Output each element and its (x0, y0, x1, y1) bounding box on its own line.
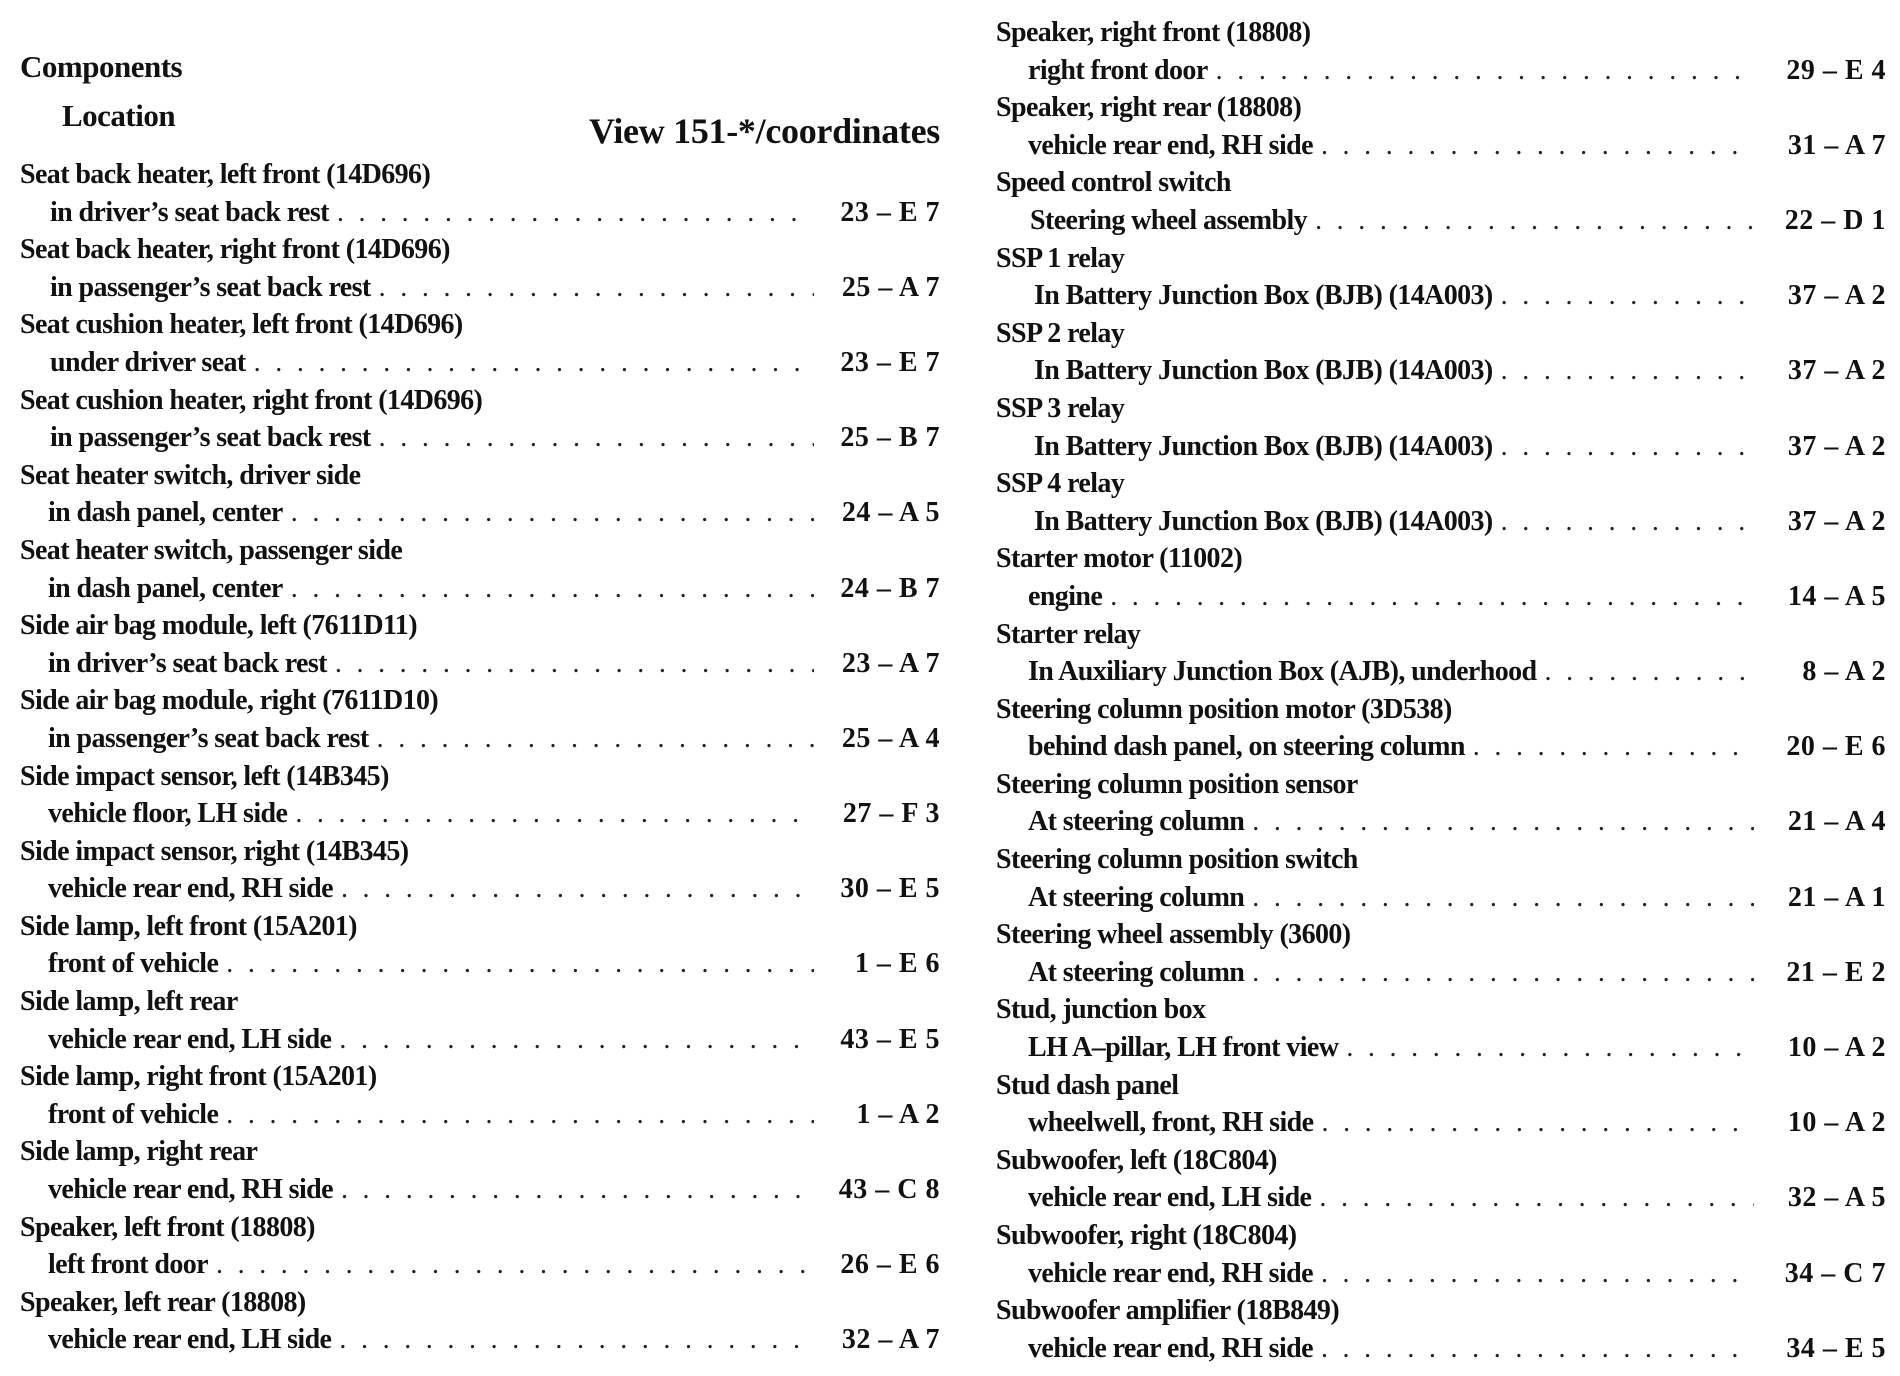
component-entry (996, 1292, 1886, 1367)
component-entry (996, 540, 1886, 615)
component-location-row (996, 728, 1886, 766)
view-coordinate: 24 – B 7 (840, 572, 940, 604)
view-coordinates-heading: View 151-*/coordinates (588, 111, 940, 151)
left-column (20, 44, 940, 1359)
component-name: Steering wheel assembly (3600) (996, 919, 1351, 951)
dot-leader (291, 570, 814, 608)
view-coordinate: 23 – E 7 (840, 196, 940, 228)
dot-leader (254, 344, 814, 382)
component-location-row (20, 1171, 940, 1209)
component-name: Starter motor (11002) (996, 543, 1243, 575)
dot-leader (377, 720, 814, 758)
component-name: Stud, junction box (996, 994, 1206, 1026)
component-location-row (996, 1255, 1886, 1293)
view-coordinate: 43 – C 8 (838, 1174, 940, 1206)
view-coordinate: 23 – E 7 (840, 346, 940, 378)
component-location-row (20, 1096, 940, 1134)
component-location: LH A–pillar, LH front view (1028, 1032, 1339, 1064)
component-location-row (20, 1246, 940, 1284)
dot-leader (216, 1246, 814, 1284)
component-location: At steering column (1028, 881, 1245, 913)
component-name: Seat cushion heater, left front (14D696) (20, 309, 463, 341)
component-entry (996, 616, 1886, 691)
dot-leader (379, 419, 814, 457)
component-name: Subwoofer, right (18C804) (996, 1220, 1297, 1251)
dot-leader (1315, 202, 1754, 240)
component-location-row (996, 1029, 1886, 1067)
component-location-row (20, 870, 940, 908)
component-location: front of vehicle (48, 1098, 219, 1130)
component-location-row (996, 52, 1886, 90)
component-entry (996, 1142, 1886, 1217)
component-entry (20, 1284, 940, 1359)
component-entry (20, 532, 940, 607)
component-location: left front door (48, 1249, 208, 1281)
dot-leader (339, 1021, 814, 1059)
view-coordinate: 37 – A 2 (1787, 430, 1886, 462)
component-location-row (20, 645, 940, 683)
component-name: Speaker, right front (18808) (996, 17, 1311, 48)
component-location-row (996, 879, 1886, 917)
view-coordinate: 34 – E 5 (1786, 1332, 1886, 1364)
component-location: vehicle rear end, RH side (48, 873, 333, 905)
component-name: Seat cushion heater, right front (14D696) (20, 384, 483, 416)
component-name: SSP 3 relay (996, 392, 1125, 424)
view-coordinate: 29 – E 4 (1786, 54, 1886, 86)
section-title: Components (20, 49, 183, 84)
component-location: vehicle rear end, RH side (1028, 1332, 1313, 1364)
component-location: In Battery Junction Box (BJB) (14A003) (1034, 280, 1493, 312)
component-name: Side lamp, left front (15A201) (20, 910, 357, 942)
view-coordinate: 25 – B 7 (840, 422, 940, 454)
component-name: Side air bag module, left (7611D11) (20, 610, 417, 642)
component-name: Steering column position motor (3D538) (996, 693, 1452, 725)
component-location-row (996, 428, 1886, 466)
dot-leader (341, 1171, 814, 1209)
component-name: Stud dash panel (996, 1069, 1179, 1101)
component-entry (20, 306, 940, 381)
dot-leader (1216, 52, 1754, 90)
component-name: Seat back heater, right front (14D696) (20, 234, 450, 266)
component-location: in passenger’s seat back rest (48, 722, 369, 754)
dot-leader (295, 795, 814, 833)
component-name: Steering column position sensor (996, 768, 1358, 800)
view-coordinate: 14 – A 5 (1787, 580, 1886, 612)
component-entry (996, 240, 1886, 315)
component-name: SSP 1 relay (996, 242, 1125, 274)
component-location-row (20, 494, 940, 532)
component-location-row (996, 127, 1886, 165)
component-name: Speaker, left front (18808) (20, 1211, 315, 1243)
component-location: In Battery Junction Box (BJB) (14A003) (1034, 430, 1493, 462)
left-entry-list (20, 156, 940, 1359)
component-location: In Battery Junction Box (BJB) (14A003) (1034, 505, 1493, 537)
component-location: At steering column (1028, 956, 1245, 988)
view-coordinate: 37 – A 2 (1787, 355, 1886, 387)
view-coordinate: 32 – A 5 (1787, 1182, 1886, 1214)
component-location-row (20, 720, 940, 758)
dot-leader (1501, 428, 1754, 466)
component-name: SSP 2 relay (996, 317, 1125, 349)
component-location-row (996, 202, 1886, 240)
view-coordinate: 1 – E 6 (854, 948, 940, 980)
component-entry (996, 691, 1886, 766)
dot-leader (1501, 503, 1754, 541)
view-coordinate: 26 – E 6 (840, 1249, 940, 1281)
location-heading: Location (62, 98, 176, 133)
component-name: Seat heater switch, passenger side (20, 534, 403, 566)
component-entry (20, 1133, 940, 1208)
right-column (996, 14, 1886, 1367)
component-name: Seat back heater, left front (14D696) (20, 159, 431, 190)
component-location-row (20, 1321, 940, 1359)
right-entry-list (996, 14, 1886, 1367)
dot-leader (1346, 1029, 1754, 1067)
component-location: behind dash panel, on steering column (1028, 731, 1465, 763)
component-location-row (20, 194, 940, 232)
component-entry (20, 231, 940, 306)
component-location: In Auxiliary Junction Box (AJB), underhood (1028, 656, 1537, 688)
view-coordinate: 27 – F 3 (842, 798, 940, 830)
dot-leader (1501, 277, 1754, 315)
view-coordinate: 31 – A 7 (1787, 129, 1886, 161)
dot-leader (335, 645, 814, 683)
component-entry (20, 1209, 940, 1284)
component-entry (20, 382, 940, 457)
dot-leader (1321, 127, 1754, 165)
component-entry (20, 1058, 940, 1133)
component-entry (996, 14, 1886, 89)
view-coordinate: 1 – A 2 (856, 1098, 940, 1130)
component-entry (996, 766, 1886, 841)
component-location-row (996, 352, 1886, 390)
component-entry (996, 164, 1886, 239)
component-name: Starter relay (996, 618, 1141, 650)
dot-leader (226, 1096, 814, 1134)
component-name: Side impact sensor, left (14B345) (20, 760, 389, 792)
component-entry (996, 991, 1886, 1066)
component-location: vehicle rear end, RH side (1028, 1257, 1313, 1289)
component-name: Side lamp, right rear (20, 1136, 258, 1168)
dot-leader (337, 194, 814, 232)
view-coordinate: 37 – A 2 (1787, 505, 1886, 537)
dot-leader (1319, 1179, 1754, 1217)
component-entry (996, 315, 1886, 390)
component-location: Steering wheel assembly (1030, 204, 1308, 236)
dot-leader (1252, 954, 1754, 992)
component-name: Side lamp, left rear (20, 986, 238, 1018)
component-location: vehicle rear end, LH side (48, 1023, 332, 1055)
component-location: vehicle rear end, RH side (1028, 129, 1313, 161)
component-name: SSP 4 relay (996, 468, 1125, 500)
component-entry (996, 916, 1886, 991)
component-location-row (996, 277, 1886, 315)
component-location: in driver’s seat back rest (50, 196, 329, 228)
component-location: engine (1028, 580, 1103, 612)
component-name: Speed control switch (996, 167, 1231, 199)
component-entry (996, 841, 1886, 916)
view-coordinate: 22 – D 1 (1784, 204, 1886, 236)
component-name: Side impact sensor, right (14B345) (20, 835, 409, 867)
component-location: At steering column (1028, 806, 1245, 838)
view-coordinate: 43 – E 5 (840, 1023, 940, 1055)
component-entry (20, 908, 940, 983)
dot-leader (1252, 879, 1754, 917)
component-location-row (20, 344, 940, 382)
dot-leader (1321, 1255, 1754, 1293)
component-entry (996, 1217, 1886, 1292)
dot-leader (226, 945, 814, 983)
component-location: vehicle rear end, LH side (1028, 1182, 1312, 1214)
view-coordinate: 20 – E 6 (1786, 731, 1886, 763)
component-location-row (996, 503, 1886, 541)
view-coordinate: 23 – A 7 (841, 647, 940, 679)
dot-leader (291, 494, 814, 532)
view-coordinate: 10 – A 2 (1787, 1107, 1886, 1139)
component-location: right front door (1028, 54, 1208, 86)
dot-leader (339, 1321, 814, 1359)
component-location-row (20, 945, 940, 983)
dot-leader (1321, 1330, 1754, 1368)
component-entry (20, 758, 940, 833)
component-location: in passenger’s seat back rest (50, 271, 371, 303)
dot-leader (1473, 728, 1754, 766)
dot-leader (1501, 352, 1754, 390)
component-location-row (996, 954, 1886, 992)
component-entry (20, 607, 940, 682)
component-name: Speaker, left rear (18808) (20, 1286, 306, 1318)
component-name: Steering column position switch (996, 844, 1358, 876)
component-name: Subwoofer amplifier (18B849) (996, 1295, 1340, 1327)
component-entry (996, 1067, 1886, 1142)
component-entry (20, 833, 940, 908)
component-location: In Battery Junction Box (BJB) (14A003) (1034, 355, 1493, 387)
view-coordinate: 8 – A 2 (1802, 656, 1886, 688)
view-coordinate: 34 – C 7 (1784, 1257, 1886, 1289)
component-location: in passenger’s seat back rest (50, 422, 371, 454)
view-coordinate: 10 – A 2 (1787, 1032, 1886, 1064)
component-location-row (20, 570, 940, 608)
component-entry (20, 156, 940, 231)
component-location: vehicle floor, LH side (48, 798, 288, 830)
component-name: Side lamp, right front (15A201) (20, 1061, 377, 1093)
view-coordinate: 21 – A 1 (1787, 881, 1886, 913)
view-coordinate: 25 – A 7 (841, 271, 940, 303)
component-name: Subwoofer, left (18C804) (996, 1144, 1277, 1176)
component-entry (996, 465, 1886, 540)
dot-leader (341, 870, 814, 908)
dot-leader (1110, 578, 1754, 616)
component-name: Speaker, right rear (18808) (996, 92, 1302, 124)
component-location-row (996, 1104, 1886, 1142)
dot-leader (1321, 1104, 1754, 1142)
component-location-row (20, 795, 940, 833)
component-location-row (20, 419, 940, 457)
component-location-row (996, 578, 1886, 616)
component-location: in dash panel, center (48, 497, 283, 529)
column-headings (20, 90, 940, 156)
component-location-row (996, 803, 1886, 841)
view-coordinate: 21 – E 2 (1786, 956, 1886, 988)
component-location: front of vehicle (48, 948, 219, 980)
component-location: under driver seat (50, 346, 246, 378)
component-location: wheelwell, front, RH side (1028, 1107, 1314, 1139)
component-name: Side air bag module, right (7611D10) (20, 685, 439, 717)
component-name: Seat heater switch, driver side (20, 459, 361, 491)
component-location: vehicle rear end, LH side (48, 1324, 332, 1356)
view-coordinate: 32 – A 7 (841, 1324, 940, 1356)
component-entry (996, 390, 1886, 465)
view-coordinate: 24 – A 5 (841, 497, 940, 529)
component-location-row (996, 1179, 1886, 1217)
view-coordinate: 25 – A 4 (841, 722, 940, 754)
component-location: vehicle rear end, RH side (48, 1174, 333, 1206)
view-coordinate: 21 – A 4 (1787, 806, 1886, 838)
component-location: in driver’s seat back rest (48, 647, 327, 679)
component-entry (20, 457, 940, 532)
dot-leader (1544, 653, 1754, 691)
component-entry (996, 89, 1886, 164)
component-entry (20, 983, 940, 1058)
component-entry (20, 682, 940, 757)
view-coordinate: 37 – A 2 (1787, 280, 1886, 312)
dot-leader (379, 269, 814, 307)
component-location-row (996, 653, 1886, 691)
view-coordinate: 30 – E 5 (840, 873, 940, 905)
component-location: in dash panel, center (48, 572, 283, 604)
component-location-row (996, 1330, 1886, 1368)
component-location-row (20, 1021, 940, 1059)
component-location-row (20, 269, 940, 307)
dot-leader (1252, 803, 1754, 841)
